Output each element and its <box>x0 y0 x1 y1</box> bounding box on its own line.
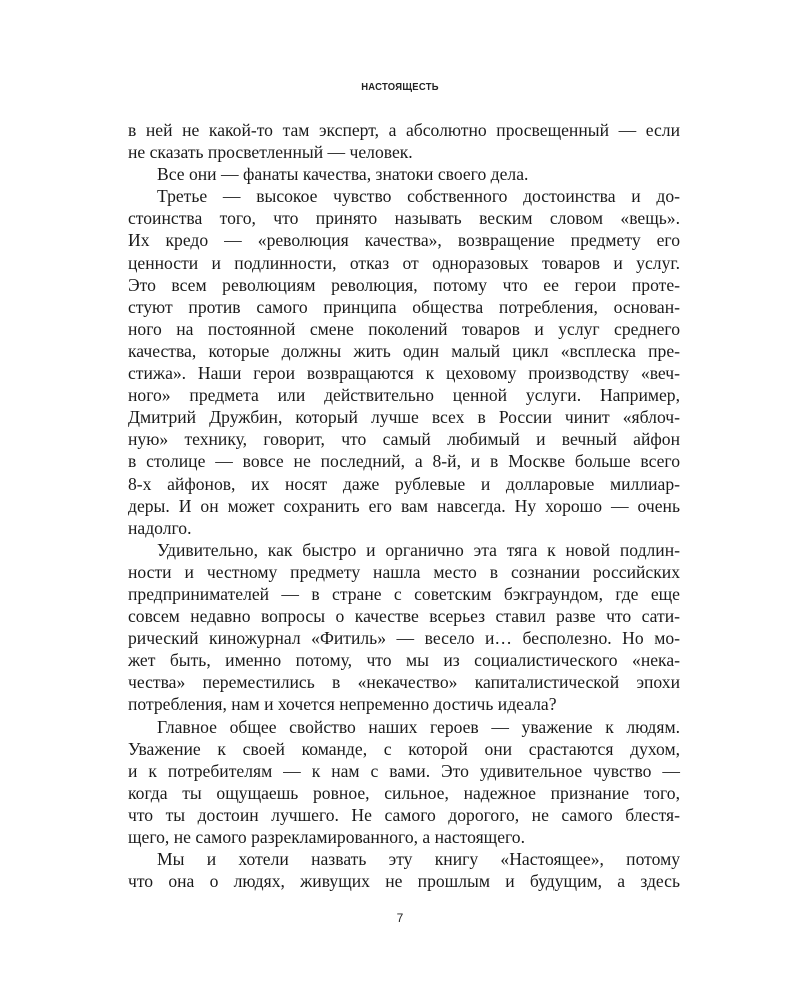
text-line: что ты достоин лучшего. Не самого дорогого, не самого блестя- <box>128 804 680 825</box>
text-line: стуют против самого принципа общества потребления, основан- <box>128 296 680 317</box>
text-line: в столице — вовсе не последний, а 8-й, и в Москве больше всего <box>128 451 680 472</box>
text-line: ности и честному предмету нашла место в сознании российских <box>128 561 680 582</box>
text-line: Это всем революциям революция, потому что ее герои проте- <box>128 274 680 295</box>
text-line: Дмитрий Дружбин, который лучше всех в России чинит «яблоч- <box>128 407 680 428</box>
text-line: не сказать просветленный — человек. <box>128 142 413 163</box>
text-line: Мы и хотели назвать эту книгу «Настоящее», потому <box>157 849 680 870</box>
text-line: надолго. <box>128 517 192 538</box>
text-line: Главное общее свойство наших героев — уважение к людям. <box>157 716 680 737</box>
text-line: 8-х айфонов, их носят даже рублевые и долларовые миллиар- <box>128 473 680 494</box>
text-line: Все они — фанаты качества, знатоки своего дела. <box>157 164 529 185</box>
body-text <box>128 119 680 892</box>
text-line: чества» переместились в «некачество» капиталистической эпохи <box>128 672 680 693</box>
text-line: ного на постоянной смене поколений товаров и услуг среднего <box>128 318 680 339</box>
text-line: стижа». Наши герои возвращаются к цеховому производству «веч- <box>128 363 680 384</box>
text-line: потребления, нам и хочется непременно достичь идеала? <box>128 694 557 715</box>
text-line: Уважение к своей команде, с которой они срастаются духом, <box>128 738 680 759</box>
running-head: НАСТОЯЩЕСТЬ <box>361 81 439 93</box>
text-line: и к потребителям — к нам с вами. Это удивительное чувство — <box>128 760 680 781</box>
text-line: предпринимателей — в стране с советским бэкграундом, где еще <box>128 583 680 604</box>
text-line: когда ты ощущаешь ровное, сильное, надежное признание того, <box>128 782 680 803</box>
text-line: Третье — высокое чувство собственного достоинства и до- <box>157 186 680 207</box>
text-line: совсем недавно вопросы о качестве всерьез ставил разве что сати- <box>128 606 680 627</box>
text-line: ную» технику, говорит, что самый любимый и вечный айфон <box>128 429 680 450</box>
text-line: рический киножурнал «Фитиль» — весело и… бесполезно. Но мо- <box>128 628 680 649</box>
text-line: ного» предмета или действительно ценной услуги. Например, <box>128 385 680 406</box>
text-line: стоинства того, что принято называть веским словом «вещь». <box>128 208 680 229</box>
page-number: 7 <box>396 911 404 925</box>
text-line: деры. И он может сохранить его вам навсегда. Ну хорошо — очень <box>128 495 680 516</box>
text-line: щего, не самого разрекламированного, а настоящего. <box>128 827 525 847</box>
text-line: ценности и подлинности, отказ от одноразовых товаров и услуг. <box>128 252 680 273</box>
text-line: Удивительно, как быстро и органично эта тяга к новой подлин- <box>157 539 680 560</box>
text-line: что она о людях, живущих не прошлым и будущим, а здесь <box>128 871 680 892</box>
text-line: жет быть, именно потому, что мы из социалистического «нека- <box>128 650 680 671</box>
text-line: качества, которые должны жить один малый цикл «всплеска пре- <box>128 340 680 361</box>
text-line: Их кредо — «революция качества», возвращение предмету его <box>128 230 680 251</box>
text-line: в ней не какой-то там эксперт, а абсолютно просвещенный — если <box>128 120 680 140</box>
